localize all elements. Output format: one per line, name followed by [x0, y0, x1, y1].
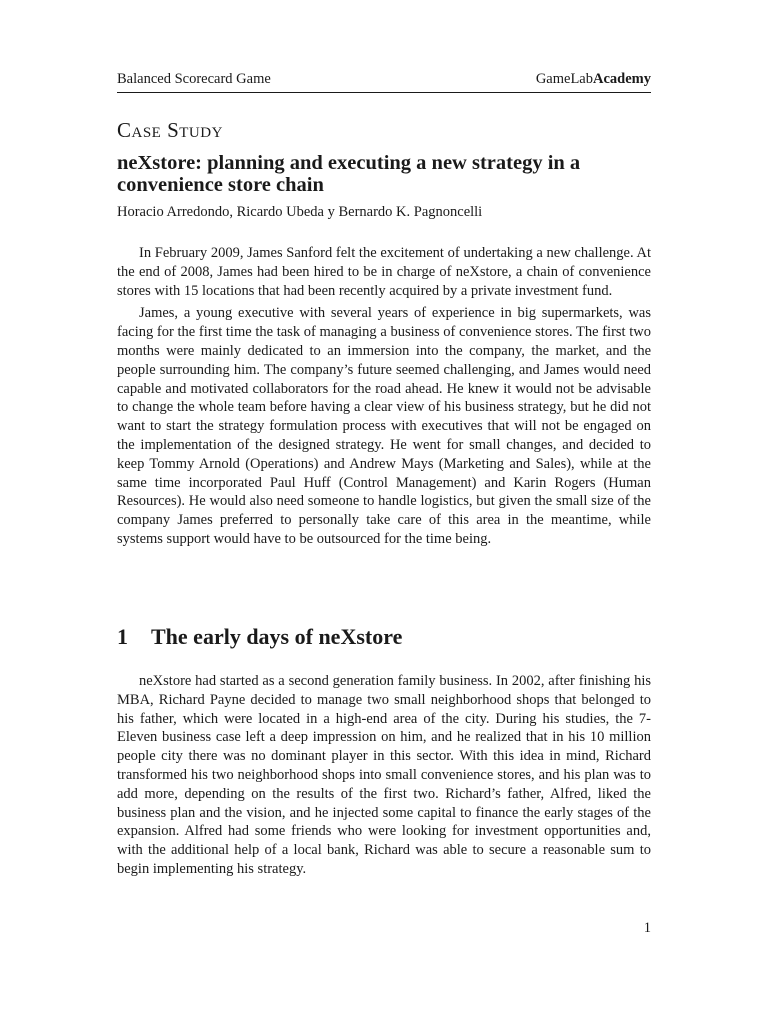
section-title: The early days of neXstore [151, 624, 403, 649]
running-header [117, 70, 651, 93]
header-brand [536, 71, 651, 88]
header-brand-prefix: GameLab [535, 71, 593, 87]
section-paragraph: neXstore had started as a second generation family business. In 2002, after finishing his MBA, Richard Payne decided to manage two small neighborhood shops that belonged to his father, which were located in a high-end area of the city. During his studies, the 7-Eleven business case left a deep impression on him, and he realized that in his 10 million people city there was no dominant player in this sector. With this idea in mind, Richard transformed his two neighborhood shops into small convenience stores, and his plan was to add more, depending on the results of the first two. Richard’s father, Alfred, liked the business plan and the vision, and he injected some capital to finance the early stages of the expansion. Alfred had some friends who were looking for investment opportunities and, with the additional help of a local bank, Richard was able to secure a reasonable sum to begin implementing his strategy. [117, 673, 651, 877]
page-number: 1 [643, 920, 651, 936]
authors-line: Horacio Arredondo, Ricardo Ubeda y Bernardo K. Pagnoncelli [117, 204, 483, 220]
intro-paragraph: In February 2009, James Sanford felt the excitement of undertaking a new challenge. At the end of 2008, James had been hired to be in charge of neXstore, a chain of convenience stores with 15 locations that had been recently acquired by a private investment fund. [117, 245, 651, 299]
section-text [117, 672, 651, 883]
intro-paragraph: James, a young executive with several years of experience in big supermarkets, was facing for the first time the task of managing a business of convenience stores. The first two months were mainly dedicated to an immersion into the company, the market, and the people surrounding him. The company’s future seemed challenging, and James would need capable and motivated collaborators for the road ahead. He knew it would not be advisable to change the whole team before having a clear view of his business strategy, but he did not want to start the strategy formulation process with executives that will not be engaged on the implementation of the designed strategy. He went for small changes, and decided to keep Tommy Arnold (Operations) and Andrew Mays (Marketing and Sales), while at the same time incorporated Paul Huff (Control Management) and Karin Rogers (Human Resources). He would also need someone to handle logistics, but given the small size of the company James preferred to personally take care of this area in the meantime, while systems support would have to be outsourced for the time being. [117, 305, 651, 547]
document-title: neXstore: planning and executing a new strategy in a convenience store chain [117, 152, 581, 196]
document-page [117, 0, 651, 1024]
intro-text [117, 244, 651, 553]
header-brand-bold: Academy [593, 71, 651, 87]
header-left-title: Balanced Scorecard Game [117, 71, 271, 87]
section-heading [117, 624, 402, 650]
section-number: 1 [117, 624, 128, 649]
case-study-label: Case Study [117, 118, 223, 142]
